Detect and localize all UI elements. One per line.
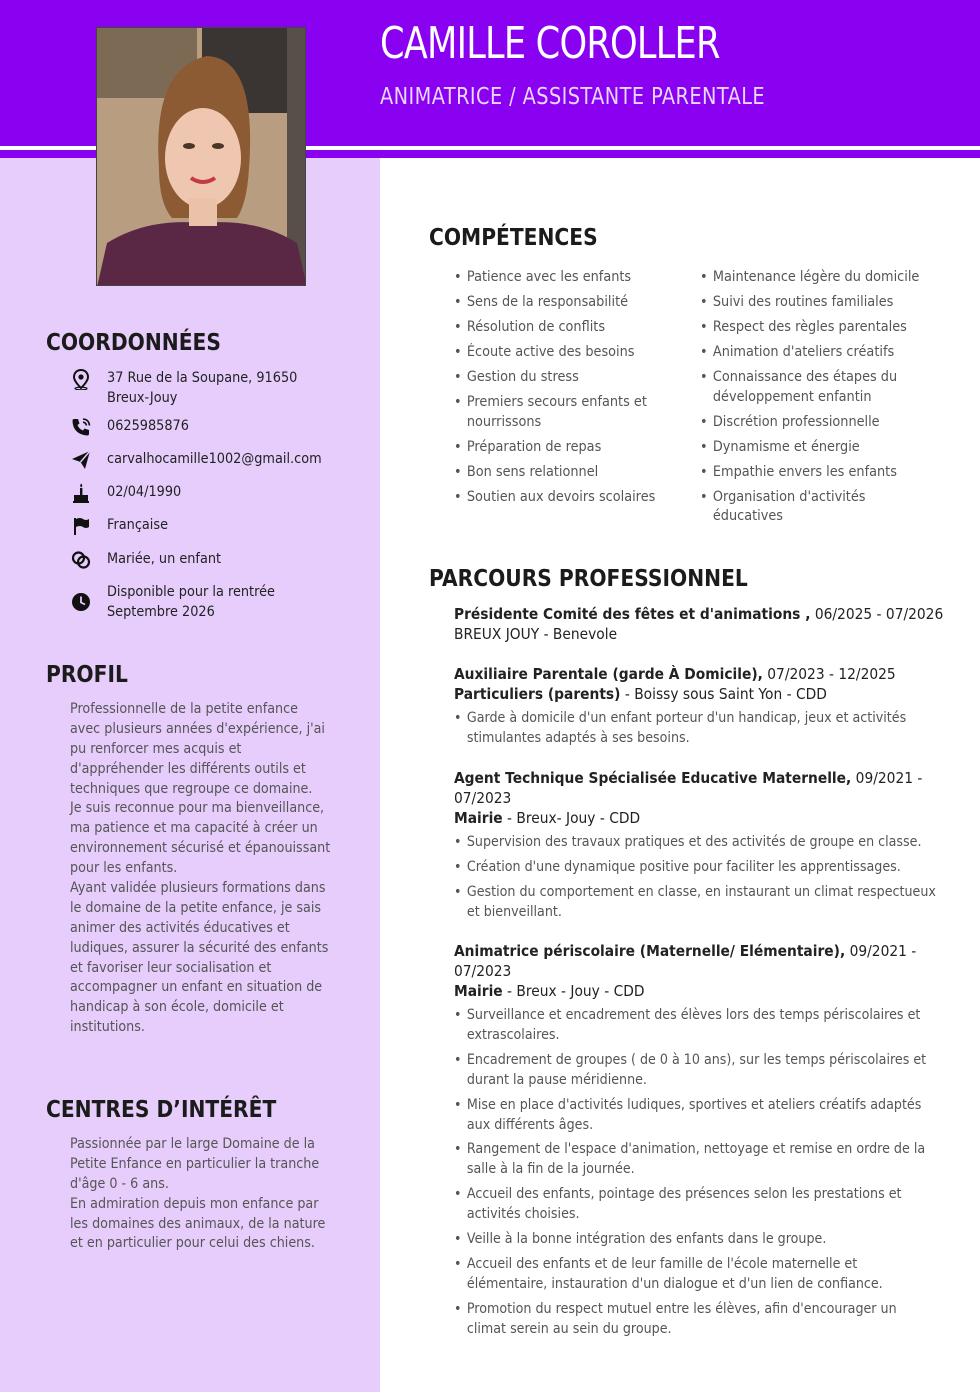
job-place: - Breux - Jouy - CDD xyxy=(502,982,645,1000)
job-bullet-text: • Accueil des enfants et de leur famille de l'école maternelle et xyxy=(466,1255,858,1272)
skill-text: • Soutien aux devoirs scolaires xyxy=(466,488,656,505)
skill-text: • Sens de la responsabilité xyxy=(466,294,629,310)
skill-item xyxy=(454,318,655,338)
profil-line: techniques que regroupe ce domaine. xyxy=(70,780,313,797)
skill-item xyxy=(700,413,919,433)
contact-birthdate xyxy=(70,483,350,504)
contact-address xyxy=(70,369,350,408)
skill-item xyxy=(700,368,919,407)
job-bullet xyxy=(454,1229,905,1249)
skill-text: • Patience avec les enfants xyxy=(466,269,632,285)
job-bullet-text: activités choisies. xyxy=(466,1206,580,1223)
skills-list-left xyxy=(454,268,673,513)
profil-line: Ayant validée plusieurs formations dans xyxy=(70,880,326,897)
candidate-name: CAMILLE COROLLER xyxy=(380,18,720,69)
interets-line: En admiration depuis mon enfance par xyxy=(70,1195,319,1212)
interets-line: et en particulier pour celui des chiens. xyxy=(70,1235,315,1252)
interets-line: les domaines des animaux, de la nature xyxy=(70,1215,326,1232)
job-dates: 07/2023 - 12/2025 xyxy=(762,665,896,683)
profile-text xyxy=(70,700,330,1038)
job-entry xyxy=(454,941,944,1343)
skill-text: • Gestion du stress xyxy=(466,369,579,385)
job-place: BREUX JOUY - Benevole xyxy=(454,625,618,643)
job-employer-line xyxy=(454,981,905,1001)
profil-line: ludiques, assurer la sécurité des enfants xyxy=(70,939,329,956)
skill-item xyxy=(454,463,655,483)
contact-section-title: COORDONNÉES xyxy=(46,330,221,356)
job-bullet xyxy=(454,1050,927,1090)
skill-item xyxy=(454,293,655,313)
skill-text: éducatives xyxy=(712,508,784,524)
job-bullet-text: • Rangement de l'espace d'animation, nettoyage et remise en ordre de la xyxy=(466,1141,926,1158)
job-bullet xyxy=(454,1139,926,1179)
job-bullet-text: extrascolaires. xyxy=(466,1027,560,1043)
job-entry xyxy=(454,768,944,926)
job-bullet-text: • Gestion du comportement en classe, en instaurant un climat respectueux xyxy=(466,883,936,900)
contact-availability xyxy=(70,583,350,622)
job-bullets xyxy=(454,832,944,922)
job-role: Animatrice périscolaire (Maternelle/ Elémentaire), xyxy=(454,942,846,960)
job-bullet xyxy=(454,832,922,852)
skill-text: • Discrétion professionnelle xyxy=(712,413,880,430)
job-bullet-text: élémentaire, instauration d'un dialogue et d'un lien de confiance. xyxy=(466,1275,883,1292)
job-bullet-text: durant la pause méridienne. xyxy=(466,1071,647,1088)
profile-section-title: PROFIL xyxy=(46,662,128,688)
skill-text: • Respect des règles parentales xyxy=(712,319,907,335)
skill-item xyxy=(454,268,655,288)
job-bullet-text: • Garde à domicile d'un enfant porteur d'un handicap, jeux et activités xyxy=(466,710,907,726)
job-bullet-text: et bienveillant. xyxy=(466,903,562,920)
profil-line: d'appréhender les différents outils et xyxy=(70,760,306,777)
job-bullet xyxy=(454,1299,905,1339)
profil-line: pour les enfants. xyxy=(70,860,178,877)
job-title-line xyxy=(454,604,944,624)
job-title-line xyxy=(454,768,923,788)
profile-photo xyxy=(96,27,306,286)
skill-text: • Bon sens relationnel xyxy=(466,463,599,480)
phone-number: 0625985876 xyxy=(107,418,189,434)
phone-icon xyxy=(70,416,92,438)
address-line-1: 37 Rue de la Soupane, 91650 xyxy=(107,370,298,386)
contact-family-status xyxy=(70,550,350,571)
skill-item xyxy=(454,343,655,363)
job-place: - Boissy sous Saint Yon - CDD xyxy=(620,685,827,703)
job-bullet-text: climat serein au sein du groupe. xyxy=(466,1320,672,1337)
job-bullet-text: salle à la fin de la journée. xyxy=(466,1161,635,1178)
skill-text: • Maintenance légère du domicile xyxy=(712,269,920,285)
skill-item xyxy=(700,438,919,458)
skill-text: • Organisation d'activités xyxy=(712,488,866,505)
job-bullet-text: • Surveillance et encadrement des élèves lors des temps périscolaires et xyxy=(466,1007,921,1023)
skill-item xyxy=(700,293,919,313)
job-dates-cont: 07/2023 xyxy=(454,789,512,807)
interests-section-title: CENTRES D’INTÉRÊT xyxy=(46,1097,277,1123)
portrait-illustration xyxy=(97,28,306,286)
job-role: Auxiliaire Parentale (garde À Domicile), xyxy=(454,665,763,683)
availability-line-1: Disponible pour la rentrée xyxy=(107,584,275,600)
profil-line: institutions. xyxy=(70,1019,145,1036)
profil-line: handicap à son école, domicile et xyxy=(70,999,284,1016)
skill-text: • Animation d'ateliers créatifs xyxy=(712,344,895,360)
skill-item xyxy=(700,463,919,483)
job-bullet xyxy=(454,1184,905,1224)
skill-text: • Préparation de repas xyxy=(466,438,602,455)
skills-section-title: COMPÉTENCES xyxy=(429,225,598,251)
profil-line: animer des activités éducatives et xyxy=(70,919,290,936)
rings-icon xyxy=(70,549,92,571)
job-bullet-text: • Mise en place d'activités ludiques, sportives et ateliers créatifs adaptés xyxy=(466,1096,922,1113)
job-bullet-text: • Accueil des enfants, pointage des présences selon les prestations et xyxy=(466,1186,902,1203)
skill-text: • Écoute active des besoins xyxy=(466,344,635,360)
skill-item xyxy=(700,318,919,338)
skill-item xyxy=(454,438,655,458)
job-bullet xyxy=(454,1254,905,1294)
job-dates: 06/2025 - 07/2026 xyxy=(810,605,944,623)
skill-item xyxy=(700,343,919,363)
job-bullets xyxy=(454,1005,944,1339)
job-bullet-text: aux différents âges. xyxy=(466,1116,594,1133)
job-bullets xyxy=(454,708,944,748)
skill-text: • Connaissance des étapes du xyxy=(712,369,898,385)
skill-text: développement enfantin xyxy=(712,388,872,405)
skill-item xyxy=(454,368,655,388)
profil-line: Professionnelle de la petite enfance xyxy=(70,701,298,717)
availability-line-2: Septembre 2026 xyxy=(107,603,215,620)
job-title: ANIMATRICE / ASSISTANTE PARENTALE xyxy=(380,84,766,110)
job-dates: 09/2021 - xyxy=(845,942,917,960)
job-employer-line xyxy=(454,684,905,704)
job-bullet xyxy=(454,1005,921,1045)
job-bullet xyxy=(454,882,936,922)
experience-section-title: PARCOURS PROFESSIONNEL xyxy=(429,566,748,592)
profil-line: accompagner un enfant en situation de xyxy=(70,979,323,996)
clock-icon xyxy=(70,591,92,613)
job-dates-cont: 07/2023 xyxy=(454,962,512,980)
skill-text: • Premiers secours enfants et xyxy=(466,394,647,410)
paper-plane-icon xyxy=(70,449,92,471)
job-bullet-text: • Création d'une dynamique positive pour faciliter les apprentissages. xyxy=(466,858,901,875)
contact-phone xyxy=(70,417,350,438)
skill-item xyxy=(454,488,655,508)
job-bullet-text: • Promotion du respect mutuel entre les élèves, afin d'encourager un xyxy=(466,1300,897,1317)
skill-item xyxy=(454,393,655,432)
profil-line: le domaine de la petite enfance, je sais xyxy=(70,899,322,916)
job-bullet-text: • Veille à la bonne intégration des enfants dans le groupe. xyxy=(466,1230,827,1247)
job-employer: Mairie xyxy=(454,809,503,827)
job-dates: 09/2021 - xyxy=(851,769,923,787)
skill-item xyxy=(700,488,919,527)
profil-line: avec plusieurs années d'expérience, j'ai xyxy=(70,720,325,737)
contact-nationality xyxy=(70,516,350,537)
job-bullet-text: stimulantes adaptés à ses besoins. xyxy=(466,730,690,746)
job-role: Présidente Comité des fêtes et d'animations , xyxy=(454,605,811,623)
skills-list-right xyxy=(700,268,938,532)
job-employer: Particuliers (parents) xyxy=(454,685,621,703)
skill-item xyxy=(700,268,919,288)
job-bullet-text: • Encadrement de groupes ( de 0 à 10 ans), sur les temps périscolaires et xyxy=(466,1051,927,1068)
skill-text: • Empathie envers les enfants xyxy=(712,463,897,480)
job-bullet-text: • Supervision des travaux pratiques et des activités de groupe en classe. xyxy=(466,834,922,850)
job-entry xyxy=(454,664,944,753)
job-bullet xyxy=(454,857,905,877)
job-bullet xyxy=(454,708,905,748)
job-employer-line xyxy=(454,624,905,644)
birth-date: 02/04/1990 xyxy=(107,484,182,500)
email-address: carvalhocamille1002@gmail.com xyxy=(107,451,322,467)
job-employer-line xyxy=(454,808,905,828)
interets-line: Petite Enfance en particulier la tranche xyxy=(70,1155,320,1172)
job-title-line xyxy=(454,664,905,684)
nationality: Française xyxy=(107,517,169,533)
job-place: - Breux- Jouy - CDD xyxy=(502,809,641,827)
family-status: Mariée, un enfant xyxy=(107,551,222,567)
profil-line: et favoriser leur socialisation et xyxy=(70,959,272,976)
job-bullet xyxy=(454,1095,922,1135)
location-pin-icon xyxy=(70,368,92,390)
profil-line: Je suis reconnue pour ma bienveillance, xyxy=(70,800,325,817)
profil-line: ma patience et ma capacité à créer un xyxy=(70,820,318,837)
interets-line: Passionnée par le large Domaine de la xyxy=(70,1136,316,1152)
skill-text: • Dynamisme et énergie xyxy=(712,438,860,455)
skill-text: • Résolution de conflits xyxy=(466,319,606,335)
address-line-2: Breux-Jouy xyxy=(107,389,178,406)
job-entry xyxy=(454,604,944,644)
birthday-cake-icon xyxy=(70,482,92,504)
profil-line: pu renforcer mes acquis et xyxy=(70,740,242,757)
job-title-line xyxy=(454,941,917,961)
profil-line: environnement sécurisé et épanouissant xyxy=(70,840,331,857)
contact-email xyxy=(70,450,350,471)
skill-text: • Suivi des routines familiales xyxy=(712,294,894,310)
flag-icon xyxy=(70,515,92,537)
job-employer: Mairie xyxy=(454,982,503,1000)
interets-line: d'âge 0 - 6 ans. xyxy=(70,1175,169,1192)
interests-text xyxy=(70,1135,325,1254)
job-role: Agent Technique Spécialisée Educative Maternelle, xyxy=(454,769,852,787)
skill-text: nourrissons xyxy=(466,413,542,430)
